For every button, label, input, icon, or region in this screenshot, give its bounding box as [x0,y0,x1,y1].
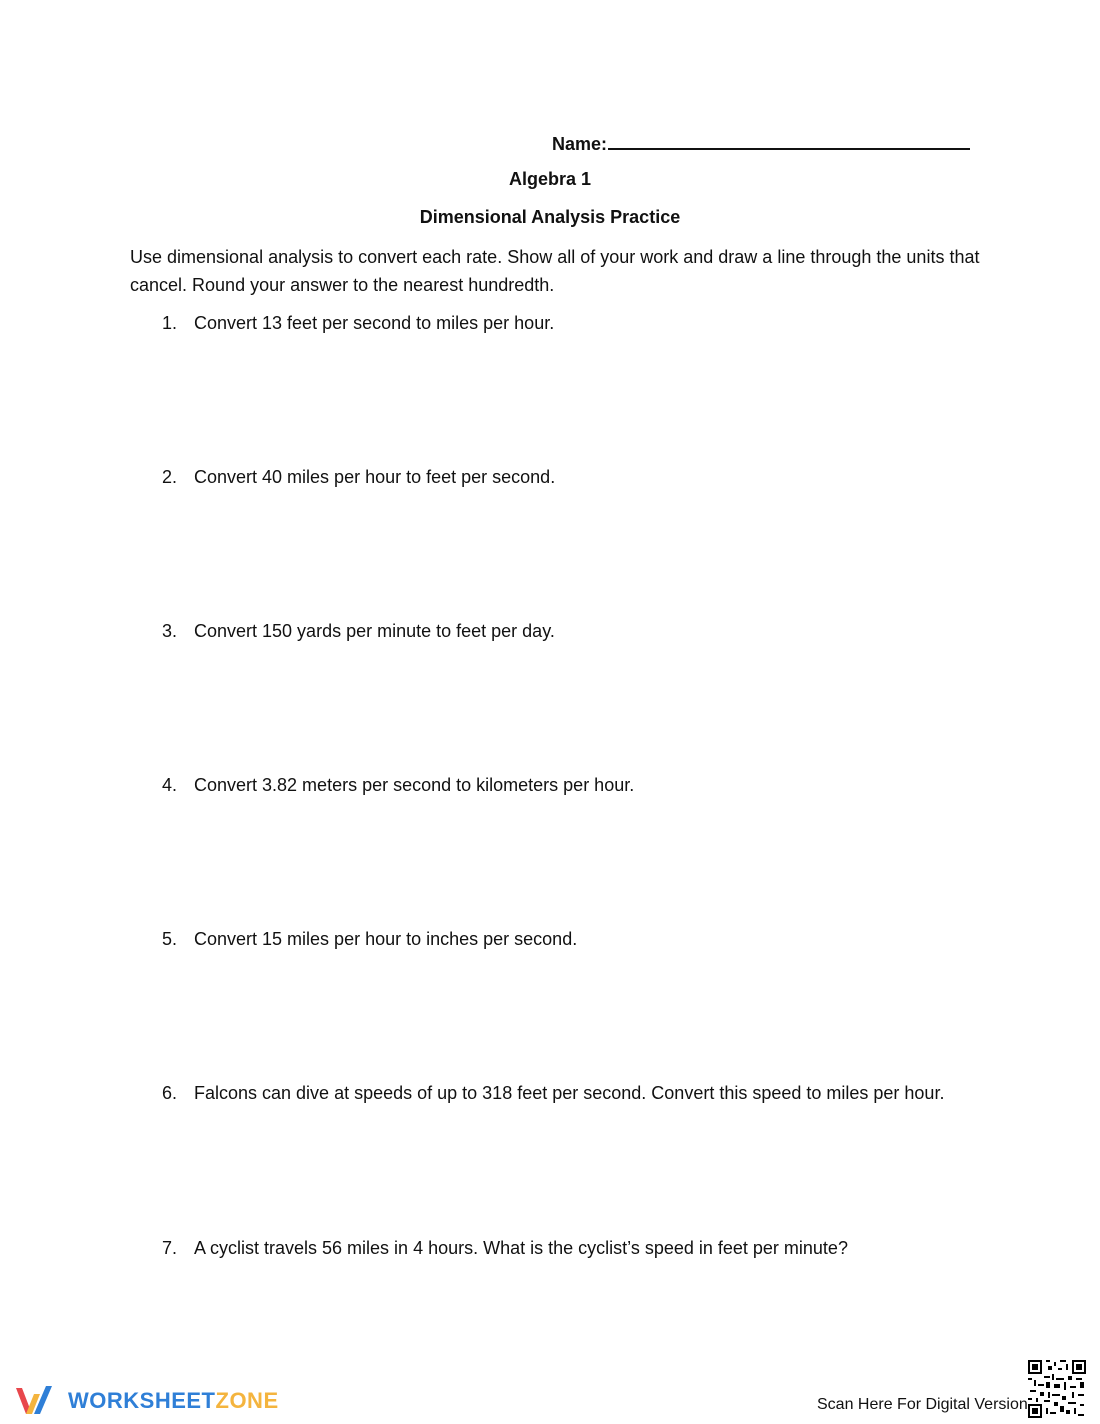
question-item [162,1238,848,1259]
brand-name-part1: WORKSHEET [68,1388,216,1413]
question-text: Convert 40 miles per hour to feet per second. [194,467,556,487]
question-number: 3. [162,621,178,641]
question-text: A cyclist travels 56 miles in 4 hours. What is the cyclist’s speed in feet per minute? [194,1238,848,1258]
brand-name-part2: ZONE [215,1388,279,1413]
question-text: Convert 150 yards per minute to feet per day. [194,621,555,641]
question-number: 6. [162,1083,178,1103]
scan-caption: Scan Here For Digital Version [817,1396,1028,1413]
question-item [162,467,555,488]
question-item [162,313,554,334]
question-text: Convert 3.82 meters per second to kilometers per hour. [194,775,635,795]
worksheetzone-logo-icon [14,1384,60,1418]
question-number: 4. [162,775,178,795]
question-number: 1. [162,313,178,333]
question-number: 7. [162,1238,178,1258]
name-field [552,130,970,155]
instructions: Use dimensional analysis to convert each rate. Show all of your work and draw a line through the units that cancel. Round your answer to the nearest hundredth. [130,247,980,295]
name-blank-line[interactable] [608,130,970,150]
question-text: Falcons can dive at speeds of up to 318 feet per second. Convert this speed to miles per hour. [194,1083,945,1103]
name-label: Name: [552,134,608,154]
question-number: 5. [162,929,178,949]
worksheet-title: Dimensional Analysis Practice [419,207,681,227]
question-text: Convert 15 miles per hour to inches per second. [194,929,578,949]
question-item [162,775,634,796]
question-item [162,1083,944,1104]
qr-code-icon[interactable] [1028,1360,1086,1418]
course-title: Algebra 1 [508,169,592,189]
worksheetzone-logo[interactable] [14,1384,279,1418]
brand-name [68,1388,279,1414]
question-text: Convert 13 feet per second to miles per hour. [194,313,555,333]
question-item [162,621,555,642]
question-number: 2. [162,467,178,487]
question-item [162,929,577,950]
